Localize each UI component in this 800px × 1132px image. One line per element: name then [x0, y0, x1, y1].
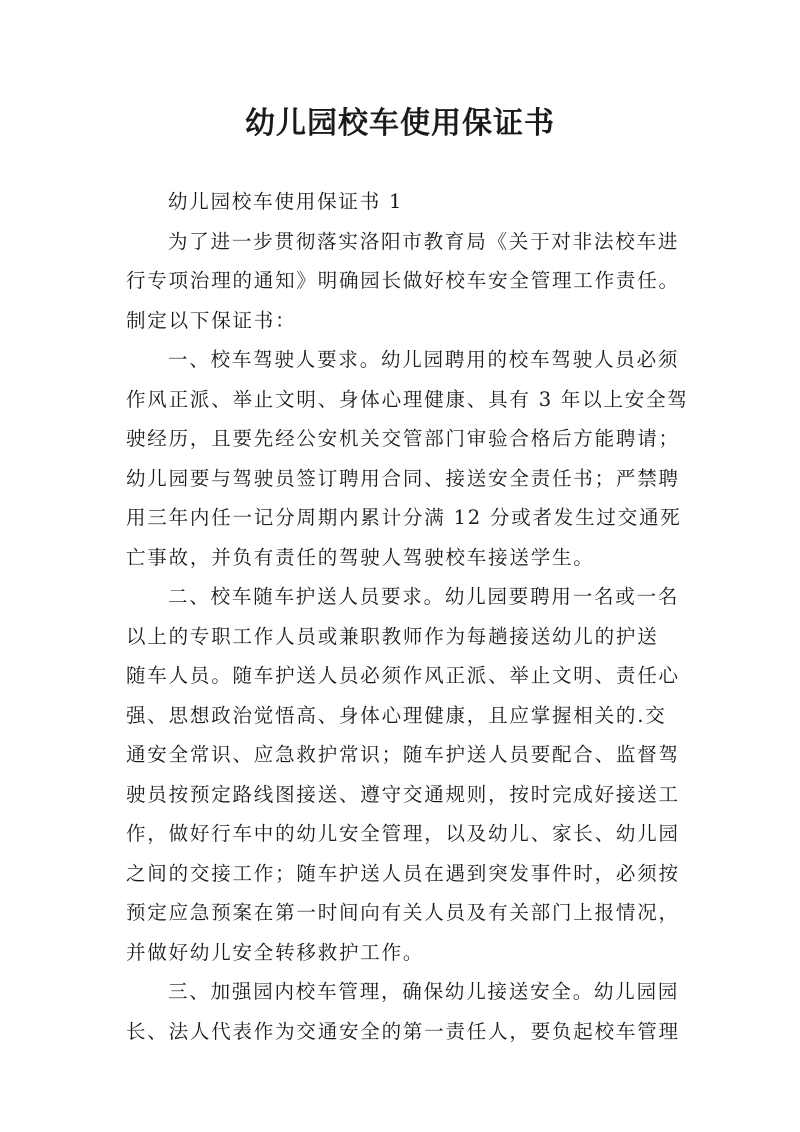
text-line: 用三年内任一记分周期内累计分满 12 分或者发生过交通死	[126, 506, 682, 529]
text-line: 作风正派、举止文明、身体心理健康、具有 3 年以上安全驾	[126, 387, 689, 411]
text-line: 并做好幼儿安全转移救护工作。	[126, 940, 425, 964]
document-body	[126, 182, 692, 1051]
text-line: 为了进一步贯彻落实洛阳市教育局《关于对非法校车进	[168, 229, 680, 253]
text-line: 一、校车驾驶人要求。幼儿园聘用的校车驾驶人员必须	[168, 348, 680, 371]
text-line: 驶员按预定路线图接送、遵守交通规则，按时完成好接送工	[126, 782, 680, 806]
text-line: 强、思想政治觉悟高、身体心理健康，且应掌握相关的.交	[126, 703, 667, 727]
text-line: 长、法人代表作为交通安全的第一责任人，要负起校车管理	[126, 1019, 680, 1043]
text-line: 幼儿园校车使用保证书 1	[168, 190, 404, 213]
text-line: 预定应急预案在第一时间向有关人员及有关部门上报情况，	[126, 901, 680, 924]
text-line: 制定以下保证书：	[126, 308, 297, 332]
text-line: 以上的专职工作人员或兼职教师作为每趟接送幼儿的护送	[126, 624, 659, 648]
text-line: 驶经历，且要先经公安机关交管部门审验合格后方能聘请；	[126, 427, 680, 450]
text-line: 三、加强园内校车管理，确保幼儿接送安全。幼儿园园	[168, 980, 680, 1003]
text-line: 幼儿园要与驾驶员签订聘用合同、接送安全责任书；严禁聘	[126, 466, 680, 490]
document-title: 幼儿园校车使用保证书	[245, 106, 555, 141]
text-line: 亡事故，并负有责任的驾驶人驾驶校车接送学生。	[126, 545, 595, 569]
text-line: 二、校车随车护送人员要求。幼儿园要聘用一名或一名	[168, 585, 680, 608]
text-line: 随车人员。随车护送人员必须作风正派、举止文明、责任心	[126, 664, 680, 687]
text-line: 之间的交接工作；随车护送人员在遇到突发事件时，必须按	[126, 861, 680, 885]
text-line: 行专项治理的通知》明确园长做好校车安全管理工作责任。	[126, 269, 680, 292]
text-line: 作，做好行车中的幼儿安全管理，以及幼儿、家长、幼儿园	[126, 822, 680, 845]
text-line: 通安全常识、应急救护常识；随车护送人员要配合、监督驾	[126, 743, 680, 766]
